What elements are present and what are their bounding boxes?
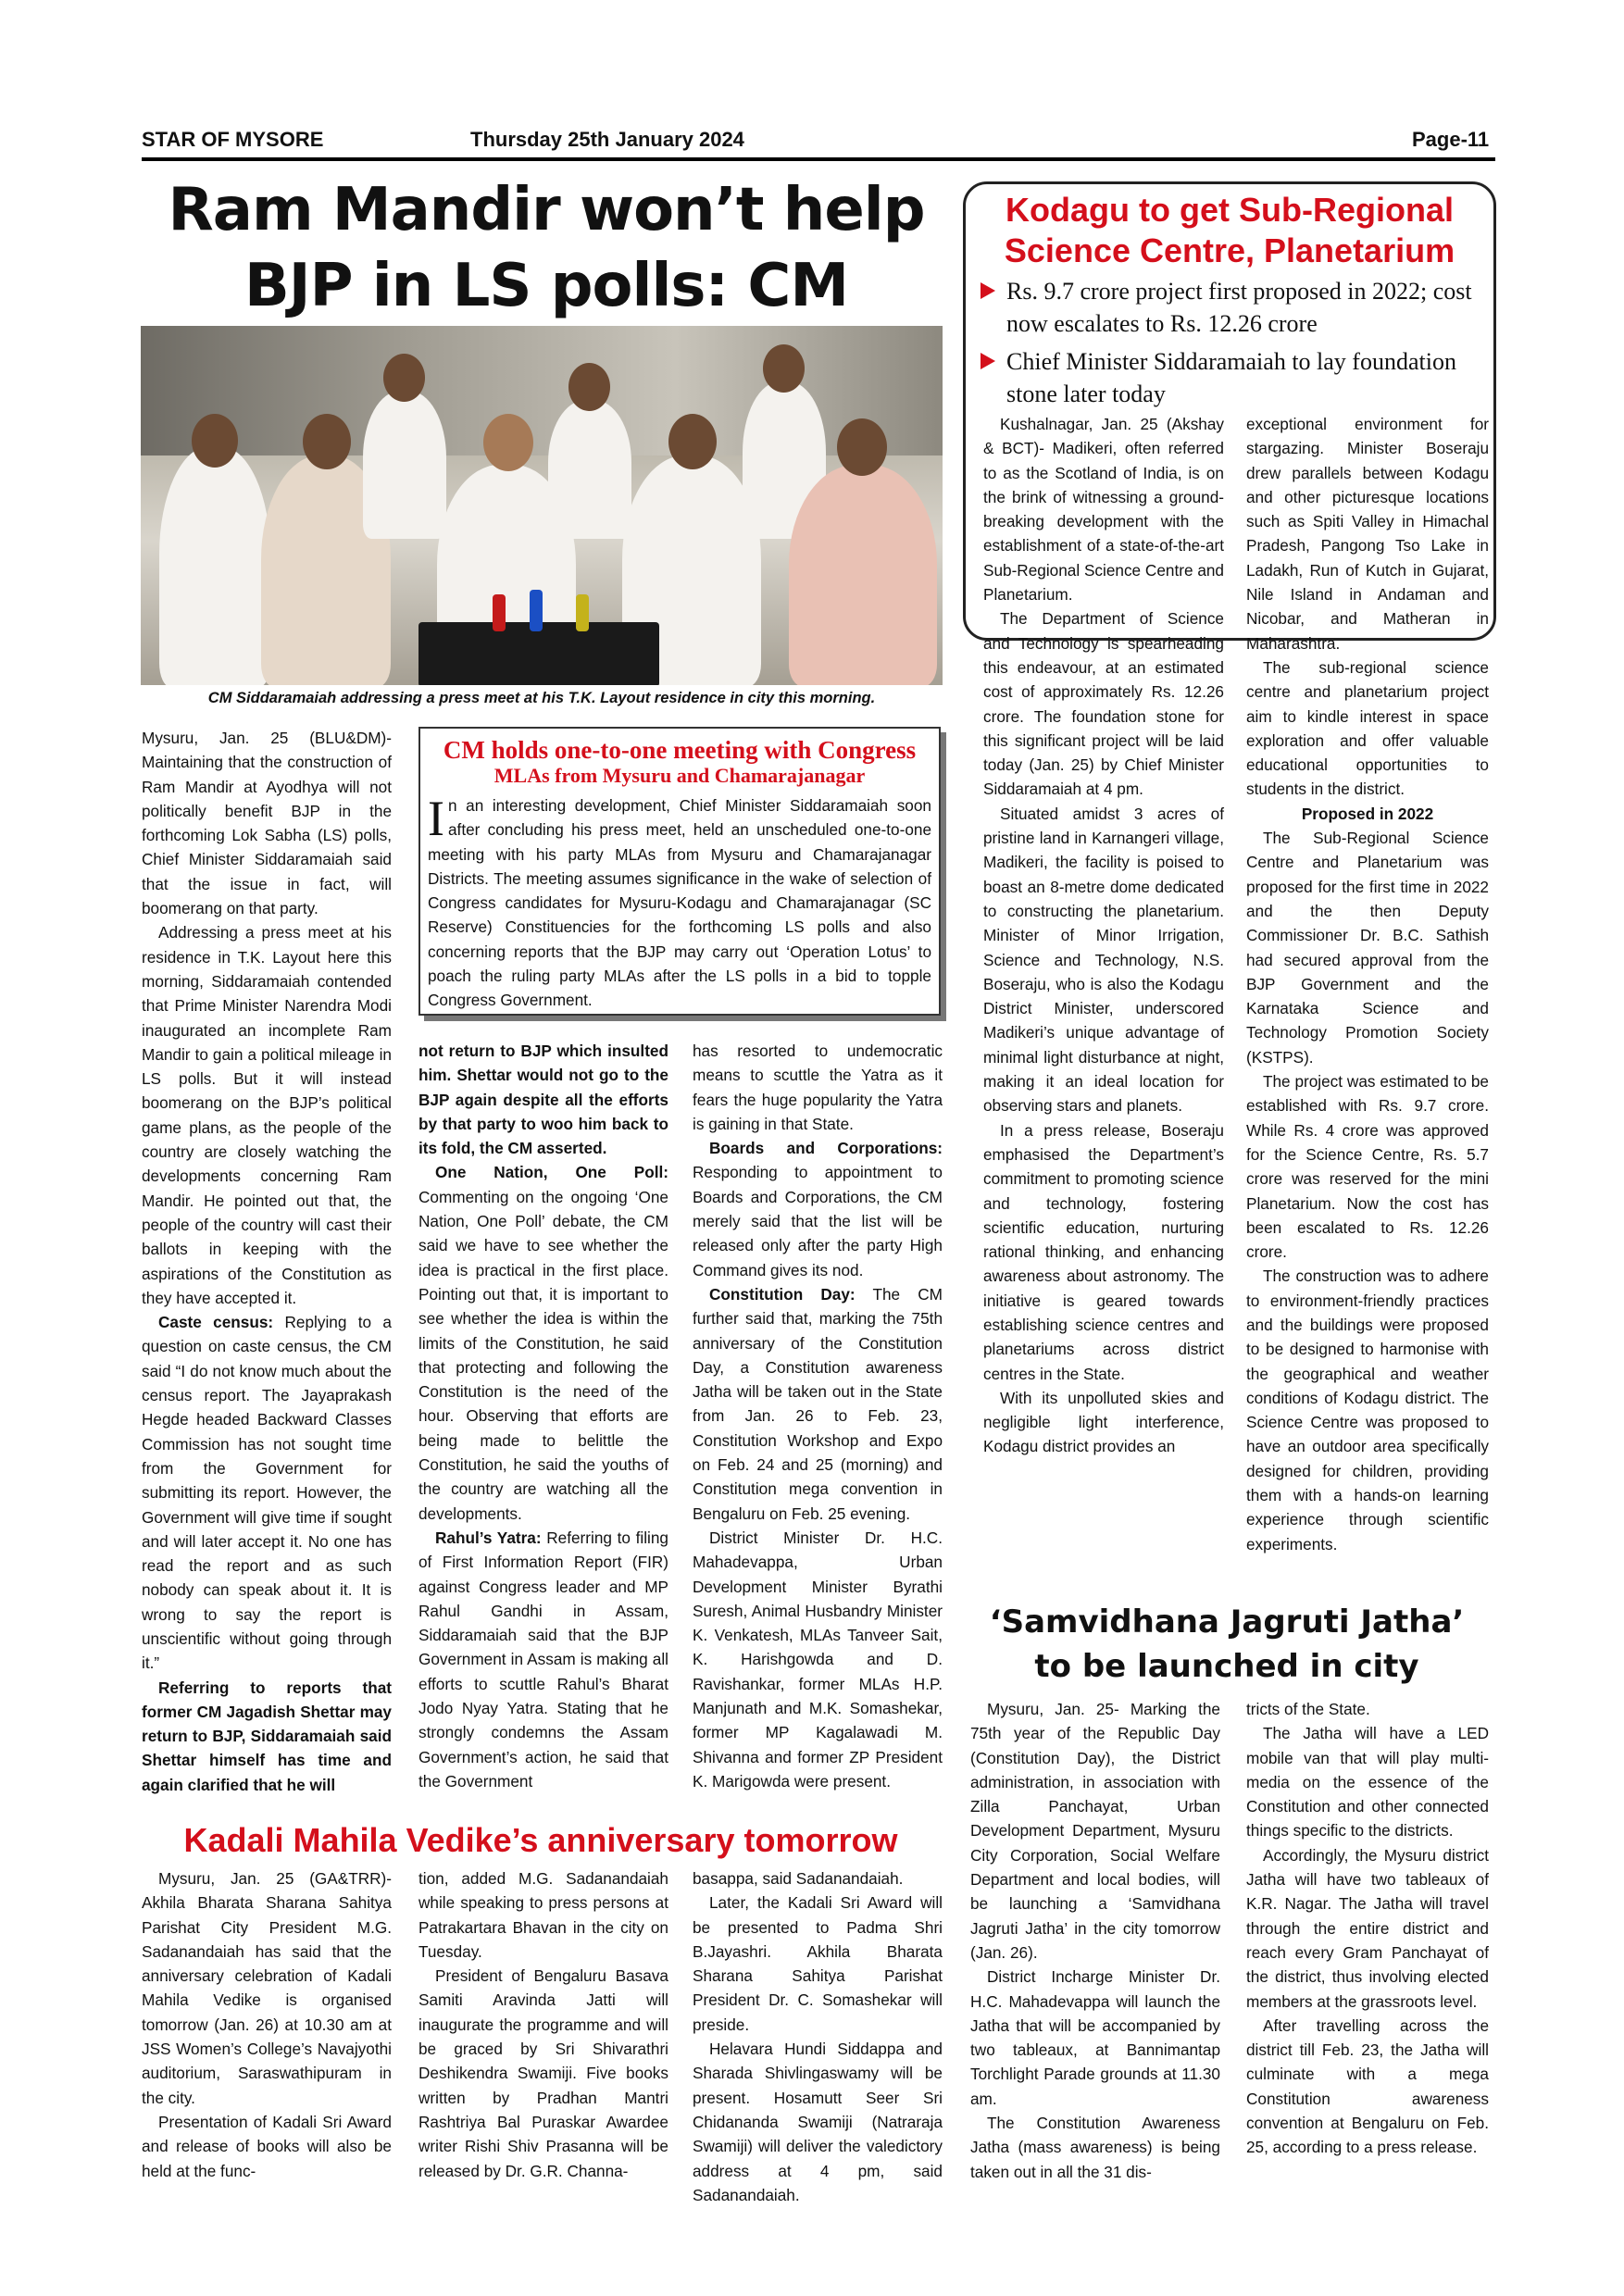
paragraph: Later, the Kadali Sri Award will be presented to Padma Shri B.Jayashri. Akhila Bharata Sharana Sahitya Parishat President Dr. C. Somashekar will preside.	[693, 1893, 943, 2034]
paragraph: With its unpolluted skies and negligible light interference, Kodagu district provides an	[983, 1388, 1224, 1456]
jatha-headline	[963, 1600, 1491, 1689]
subhead: Constitution Day:	[709, 1284, 856, 1304]
paragraph: Presentation of Kadali Sri Award and release of books will also be held at the func-	[142, 2112, 392, 2180]
paragraph: The sub-regional science centre and planetarium project aim to kindle interest in space exploration and offer valuable educational opportunities to students in the district.	[1246, 657, 1489, 799]
paragraph: The construction was to adhere to environment-friendly practices and the buildings were proposed to be designed to harmonise with the geographical and weather conditions of Kodagu district. The Science Centre was proposed to have an outdoor area specifically designed for children, providing them with a hands-on learning experience through scientific experiments.	[1246, 1267, 1489, 1554]
paragraph	[142, 1310, 392, 1675]
paragraph: Mysuru, Jan. 25- Marking the 75th year of the Republic Day (Constitution Day), the District administration, in association with Zilla Panchayat, Urban Development Department, Mysuru City Corporation, Social Welfare Department and local bodies, will be launching a ‘Samvidhana Jagruti Jatha’ in the city tomorrow (Jan. 26).	[970, 1700, 1220, 1962]
paragraph: tion, added M.G. Sadanandaiah while speaking to press persons at Patrakartara Bhavan in the city on Tuesday.	[418, 1869, 668, 1961]
science-headline-line-2: Science Centre, Planetarium	[1004, 231, 1455, 269]
paragraph: President of Bengaluru Basava Samiti Aravinda Jatti will inaugurate the programme and will be graced by Sri Shivarathri Deshikendra Swamiji. Five books written by Pradhan Mantri Rashtriya Bal Puraskar Awardee writer Rishi Shiv Prasanna will be released by Dr. G.R. Channa-	[418, 1966, 668, 2180]
paragraph	[142, 1676, 392, 1797]
bold-text: not return to BJP which insulted him. Shettar would not go to the BJP again despite all the efforts by that party to woo him back to its fold, the CM asserted.	[418, 1042, 668, 1158]
paragraph-text: Responding to appointment to Boards and Corporations, the CM merely said that the list will be released only after the party High Command gives its nod.	[693, 1163, 943, 1279]
paragraph: The Jatha will have a LED mobile van that will play multi-media on the essence of the Constitution and other connected things specific to the districts.	[1246, 1724, 1489, 1841]
paragraph: Mysuru, Jan. 25 (GA&TRR)- Akhila Bharata Sharana Sahitya Parishat City President M.G. Sadanandaiah has said that the anniversary celebration of Kadali Mahila Vedike is organised tomorrow (Jan. 26) at 10.30 am at JSS Women’s College’s Navajyothi auditorium, Saraswathipuram in the city.	[142, 1869, 392, 2107]
paragraph-text: Replying to a question on caste census, the CM said “I do not know much about the census report. The Jayaprakash Hegde headed Backward Classes Commission has not sought time from the Government for submitting its report. However, the Government will give time if sought and will later accept it. No one has read the report and as such nobody can speak about it. It is wrong to say the report is unscientific without going through it.”	[142, 1313, 392, 1673]
paragraph-text: Referring to filing of First Information Report (FIR) against Congress leader and MP Rahul Gandhi in Assam, Siddaramaiah said that the BJP Government in Assam is making all efforts to scuttle Rahul’s Bharat Jodo Nyay Yatra. Stating that he strongly condemns the Assam Government’s action, he said that the Government	[418, 1528, 668, 1791]
jatha-headline-line-2: to be launched in city	[1034, 1648, 1419, 1685]
paragraph: In a press release, Boseraju emphasised the Department’s commitment to promoting science and technology, fostering scientific education, nurturing rational thinking, and enhancing awareness about astronomy. The initiative is geared towards establishing science centres and planetariums across district centres in the State.	[983, 1120, 1224, 1383]
science-headline-line-1: Kodagu to get Sub-Regional	[1006, 191, 1454, 229]
bullet-triangle-icon	[981, 353, 995, 369]
bold-text: Referring to reports that former CM Jagadish Shettar may return to BJP, Siddaramaiah said Shettar himself has time and again clarified that he will	[142, 1678, 392, 1794]
paragraph	[693, 1282, 943, 1526]
main-headline-line-1: Ram Mandir won’t help	[168, 176, 925, 244]
subhead: Caste census:	[158, 1313, 274, 1332]
paragraph: Helavara Hundi Siddappa and Sharada Shivlingaswamy will be present. Hosamutt Seer Sri Chidananda Swamiji (Natraraja Swamiji) will deliver the valedictory address at 4 pm, said Sadanandaiah.	[693, 2040, 943, 2204]
subhead: Boards and Corporations:	[709, 1139, 943, 1158]
paragraph-text: The CM further said that, marking the 75th anniversary of the Constitution Day, a Constitution awareness Jatha will be taken out in the State from Jan. 26 to Feb. 23, Constitution Workshop and Expo on Feb. 24 and 25 (morning) and Constitution mega convention in Bengaluru on Feb. 25 evening.	[693, 1284, 943, 1523]
main-story-column-3	[693, 1039, 943, 1793]
paragraph: District Minister Dr. H.C. Mahadevappa, Urban Development Minister Byrathi Suresh, Animal Husbandry Minister K. Venkatesh, MLAs Tanveer Sait, K. Harishgowda and D. Ravishankar, former MLAs H.P. Manjunath and M.K. Somashekar, former MP Kagalawadi M. Shivanna and former ZP President K. Marigowda were present.	[693, 1528, 943, 1791]
masthead-paper: STAR OF MYSORE	[142, 128, 324, 151]
main-story-column-1	[142, 726, 392, 1797]
paragraph: Accordingly, the Mysuru district Jatha will have two tableaux of K.R. Nagar. The Jatha will travel through the entire district and reach every Gram Panchayat of the district, thus involving elected members at the grassroots level.	[1246, 1845, 1489, 2011]
subhead: Rahul’s Yatra:	[435, 1528, 542, 1547]
paragraph: The project was estimated to be established with Rs. 9.7 crore. While Rs. 4 crore was approved for the Science Centre, Rs. 5.7 crore was reserved for the mini Planetarium. Now the cost has been escalated to Rs. 12.26 crore.	[1246, 1072, 1489, 1262]
main-headline	[139, 172, 954, 324]
paragraph: tricts of the State.	[1246, 1700, 1370, 1718]
main-headline-line-2: BJP in LS polls: CM	[244, 252, 848, 320]
main-story-column-2	[418, 1039, 668, 1793]
jatha-story-column-2	[1246, 1697, 1489, 2160]
bullet-text: Rs. 9.7 crore project first proposed in 2022; cost now escalates to Rs. 12.26 crore	[1006, 278, 1472, 337]
science-story-column-1	[983, 412, 1224, 1459]
kadali-story-column-1	[142, 1866, 392, 2183]
masthead-page: Page-11	[1412, 128, 1490, 151]
paragraph: Situated amidst 3 acres of pristine land in Karnangeri village, Madikeri, the facility is poised to boast an 8-metre dome dedicated to constructing the planetarium. Minister of Minor Irrigation, Science and Technology, N.S. Boseraju, who is also the Kodagu District Minister, underscored Madikeri’s unique advantage of minimal light disturbance at night, making it an ideal location for observing stars and planets.	[983, 804, 1224, 1116]
paragraph: Addressing a press meet at his residence in T.K. Layout here this morning, Siddaramaiah contended that Prime Minister Narendra Modi inaugurated an incomplete Ram Mandir to gain a political mileage in LS polls. But it will instead boomerang on the BJP’s political game plans, as the people of the country are closely watching the developments concerning Ram Mandir. He pointed out that, the people of the country will cast their ballots in keeping with the aspirations of the Constitution as they have accepted it.	[142, 923, 392, 1307]
press-meet-photo	[141, 326, 943, 685]
science-story-column-2	[1246, 412, 1489, 1556]
bullet-text: Chief Minister Siddaramaiah to lay foundation stone later today	[1006, 348, 1456, 407]
paragraph: The Department of Science and Technology is spearheading this endeavour, at an estimated cost of approximately Rs. 12.26 crore. The foundation stone for this significant project will be laid today (Jan. 25) by Chief Minister Siddaramaiah at 4 pm.	[983, 609, 1224, 799]
paragraph: The Sub-Regional Science Centre and Planetarium was proposed for the first time in 2022 and the then Deputy Commissioner Dr. B.C. Sathish had secured approval from the BJP Government and the Karnataka Science and Technology Promotion Society (KSTPS).	[1246, 829, 1489, 1067]
science-bullet-2	[966, 345, 1493, 410]
science-bullet-1	[966, 275, 1493, 340]
box-subtitle: MLAs from Mysuru and Chamarajanagar	[493, 764, 866, 787]
masthead-rule	[142, 157, 1495, 161]
subhead: One Nation, One Poll:	[435, 1163, 668, 1182]
paragraph: has resorted to undemocratic means to scuttle the Yatra as it fears the huge popularity the Yatra is gaining in that State.	[693, 1042, 943, 1133]
jatha-story-column-1	[970, 1697, 1220, 2184]
kadali-headline: Kadali Mahila Vedike’s anniversary tomorrow	[183, 1821, 898, 1859]
kadali-story-column-3	[693, 1866, 943, 2207]
paragraph: Kushalnagar, Jan. 25 (Akshay & BCT)- Madikeri, often referred to as the Scotland of India, is on the brink of witnessing a ground-breaking development with the establishment of a state-of-the-art Sub-Regional Science Centre and Planetarium.	[983, 415, 1224, 605]
paragraph	[418, 1160, 668, 1525]
paragraph: After travelling across the district till Feb. 23, the Jatha will culminate with a mega Constitution awareness convention at Bengaluru on Feb. 25, according to a press release.	[1246, 2015, 1489, 2157]
masthead-date: Thursday 25th January 2024	[470, 128, 744, 151]
paragraph: Mysuru, Jan. 25 (BLU&DM)- Maintaining that the construction of Ram Mandir at Ayodhya will not politically benefit BJP in the forthcoming Lok Sabha (LS) polls, Chief Minister Siddaramaiah said that the issue in fact, will boomerang on that party.	[142, 729, 392, 918]
paragraph	[418, 1526, 668, 1793]
box-body	[428, 793, 931, 1013]
jatha-headline-line-1: ‘Samvidhana Jagruti Jatha’	[989, 1603, 1465, 1641]
paragraph: District Incharge Minister Dr. H.C. Mahadevappa will launch the Jatha that will be accompanied by two tableaux, at Bannimantap Torchlight Parade grounds at 11.30 am.	[970, 1967, 1220, 2108]
photo-caption: CM Siddaramaiah addressing a press meet at his T.K. Layout residence in city this morning.	[207, 690, 876, 706]
kadali-story-column-2	[418, 1866, 668, 2183]
paragraph: The Constitution Awareness Jatha (mass awareness) is being taken out in all the 31 dis-	[970, 2114, 1220, 2181]
paragraph: basappa, said Sadanandaiah.	[693, 1869, 904, 1888]
paragraph	[693, 1136, 943, 1282]
paragraph	[418, 1039, 668, 1160]
cm-meeting-box	[418, 727, 941, 1016]
box-body-text: n an interesting development, Chief Minister Siddaramaiah soon after concluding his press meet, held an unscheduled one-to-one meeting with his party MLAs from Mysuru and Chamarajanagar Districts. The meeting assumes significance in the wake of selection of Congress candidates for Mysuru-Kodagu and Chamarajanagar (SC Reserve) Constituencies for the forthcoming LS polls and also concerning reports that the BJP may carry out ‘Operation Lotus’ to poach the ruling party MLAs after the LS polls in a bid to topple Congress Government.	[428, 796, 931, 1010]
dropcap: I	[428, 791, 444, 846]
subhead: Proposed in 2022	[1301, 804, 1434, 823]
paragraph-text: Commenting on the ongoing ‘One Nation, One Poll’ debate, the CM said we have to see whether the idea is practical in the first place. Pointing out that, it is important to see whether the idea is within the limits of the Constitution, he said that protecting and following the Constitution is the need of the hour. Observing that efforts are being made to belittle the Constitution, he said the youths of the country are watching all the developments.	[418, 1187, 668, 1523]
paragraph: exceptional environment for stargazing. Minister Boseraju drew parallels between Kodagu and other picturesque locations such as Spiti Valley in Himachal Pradesh, Pangong Tso Lake in Ladakh, Run of Kutch in Gujarat, Nile Island in Andaman and Nicobar, and Matheran in Maharashtra.	[1246, 415, 1489, 653]
box-title: CM holds one-to-one meeting with Congress	[443, 736, 917, 764]
bullet-triangle-icon	[981, 282, 995, 299]
